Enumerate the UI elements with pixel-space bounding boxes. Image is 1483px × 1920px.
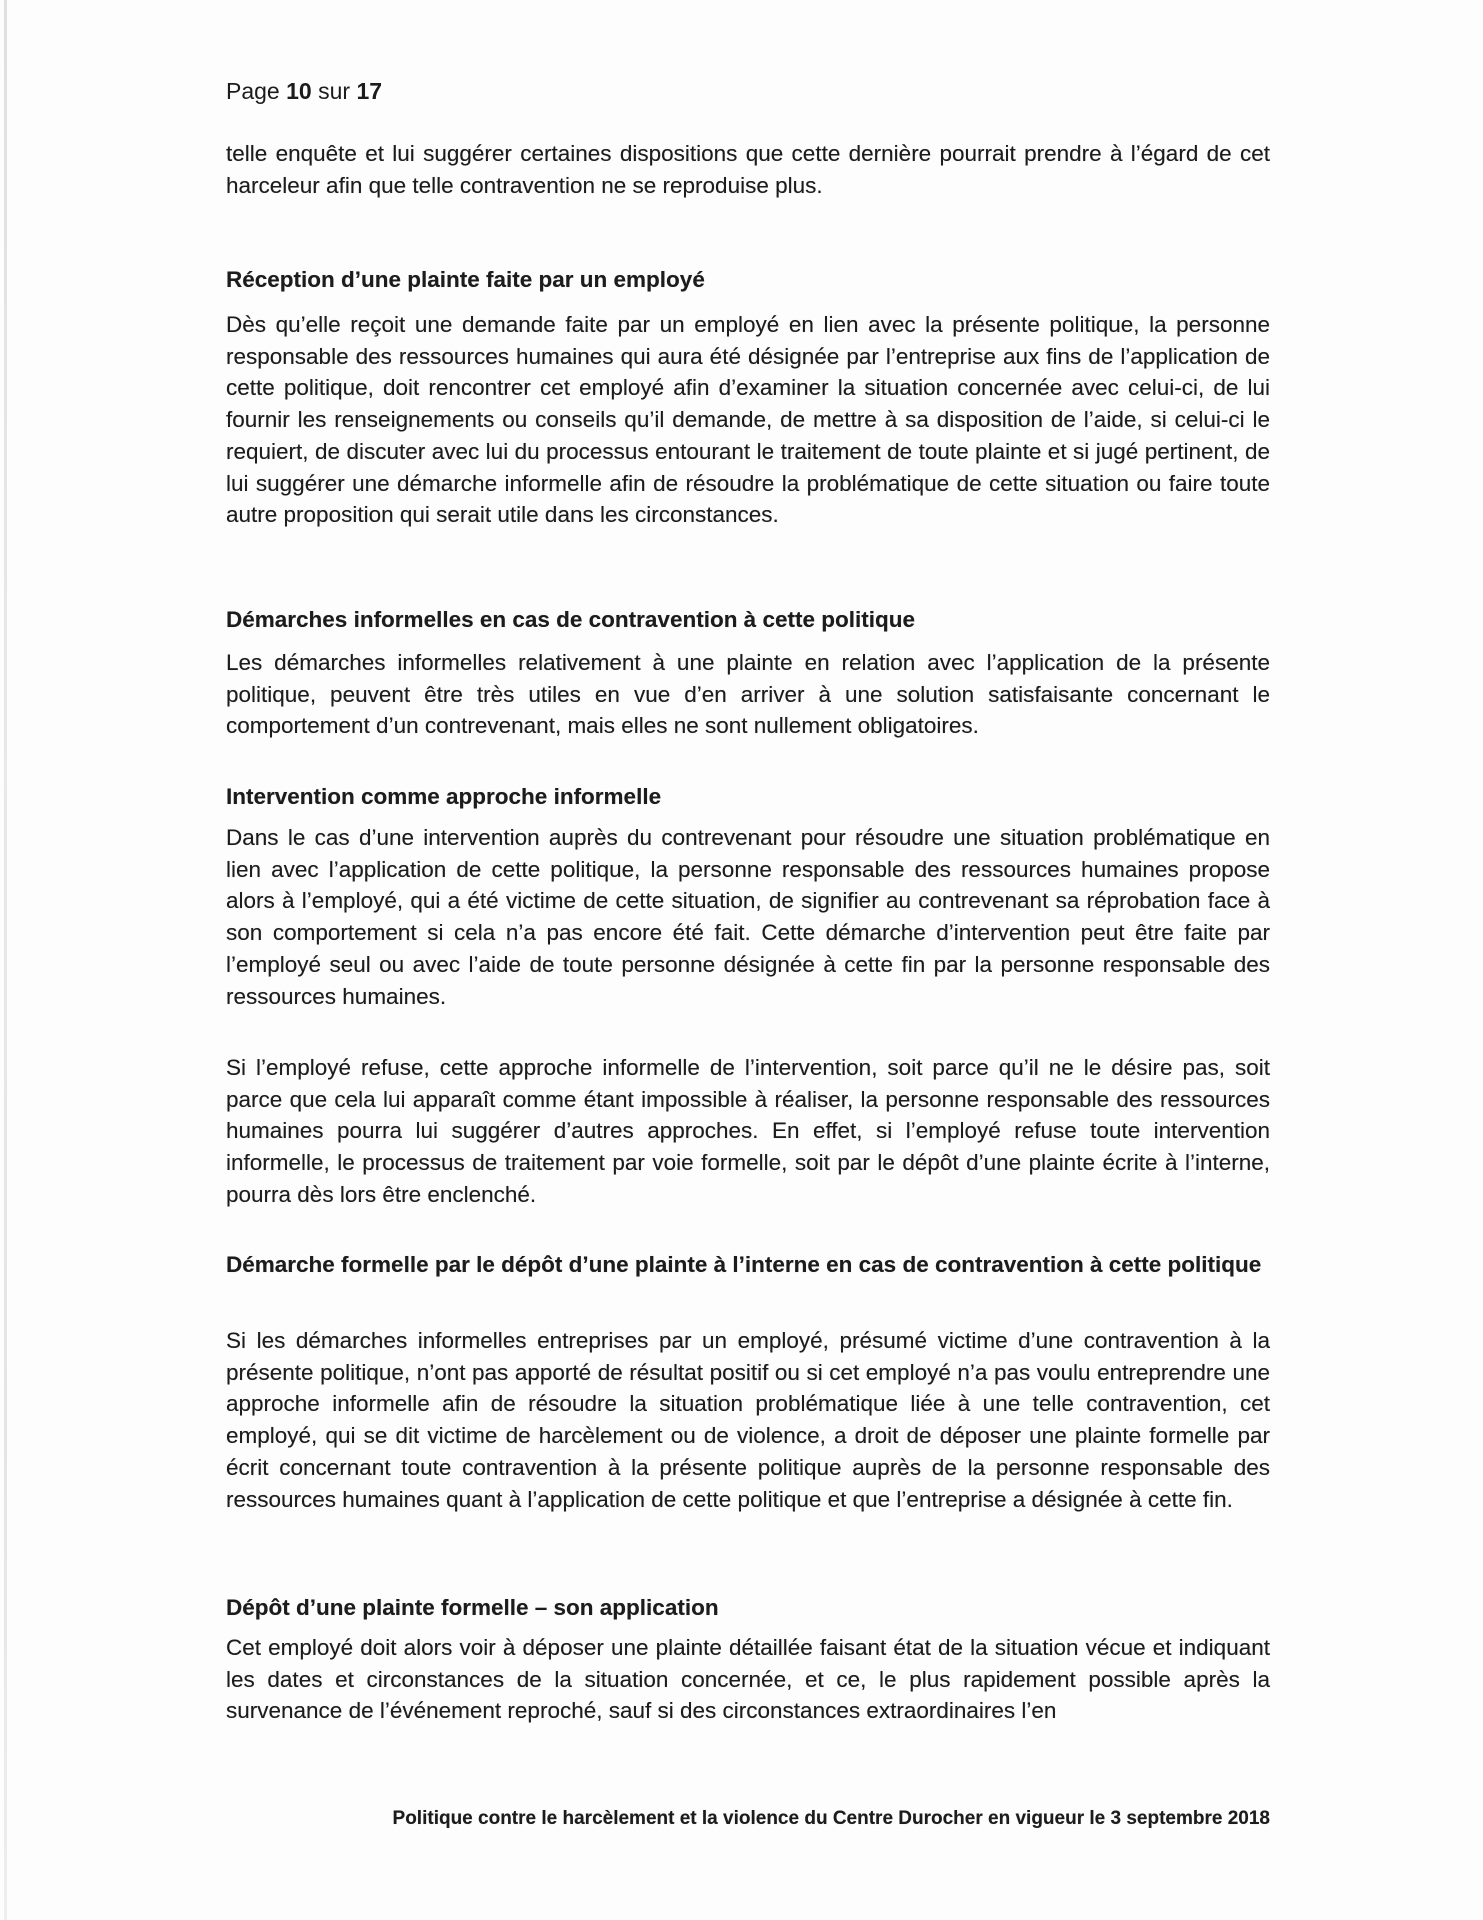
page-label: Page	[226, 78, 280, 104]
page-number-header	[226, 76, 1270, 106]
paragraph-intervention-1: Dans le cas d’une intervention auprès du contrevenant pour résoudre une situation problématique en lien avec l’application de cette politique, la personne responsable des ressources humaines propose alors à l’employé, qui a été victime de cette situation, de signifier au contrevenant sa réprobation face à son comportement si cela n’a pas encore été fait. Cette démarche d’intervention peut être faite par l’employé seul ou avec l’aide de toute personne désignée à cette fin par la personne responsable des ressources humaines.	[226, 825, 1270, 1009]
page-number-current: 10	[286, 78, 312, 104]
paragraph-demarches-informelles: Les démarches informelles relativement à une plainte en relation avec l’application de la présente politique, peuvent être très utiles en vue d’en arriver à une solution satisfaisante concernant le comportement d’un contrevenant, mais elles ne sont nullement obligatoires.	[226, 650, 1270, 739]
heading-intervention-informelle: Intervention comme approche informelle	[226, 784, 662, 809]
paragraph-depot-plainte: Cet employé doit alors voir à déposer une plainte détaillée faisant état de la situation vécue et indiquant les dates et circonstances de la situation concernée, et ce, le plus rapidement possible après la survenance de l’événement reproché, sauf si des circonstances extraordinaires l’en	[226, 1635, 1270, 1724]
page-content	[226, 0, 1270, 1920]
paragraph-reception-plainte: Dès qu’elle reçoit une demande faite par un employé en lien avec la présente politique, la personne responsable des ressources humaines qui aura été désignée par l’entreprise aux fins de l’application de cette politique, doit rencontrer cet employé afin d’examiner la situation concernée avec celui-ci, de lui fournir les renseignements ou conseils qu’il demande, de mettre à sa disposition de l’aide, si celui-ci le requiert, de discuter avec lui du processus entourant le traitement de toute plainte et si jugé pertinent, de lui suggérer une démarche informelle afin de résoudre la problématique de cette situation ou faire toute autre proposition qui serait utile dans les circonstances.	[226, 312, 1270, 528]
scan-edge-artifact	[4, 0, 7, 1920]
heading-demarche-formelle: Démarche formelle par le dépôt d’une plainte à l’interne en cas de contravention à cette politique	[226, 1252, 1262, 1277]
page-footer: Politique contre le harcèlement et la violence du Centre Durocher en vigueur le 3 septembre 2018	[392, 1808, 1270, 1829]
intro-paragraph: telle enquête et lui suggérer certaines dispositions que cette dernière pourrait prendre à l’égard de cet harceleur afin que telle contravention ne se reproduise plus.	[226, 141, 1270, 198]
paragraph-demarche-formelle: Si les démarches informelles entreprises par un employé, présumé victime d’une contravention à la présente politique, n’ont pas apporté de résultat positif ou si cet employé n’a pas voulu entreprendre une approche informelle afin de résoudre la situation problématique liée à une telle contravention, cet employé, qui se dit victime de harcèlement ou de violence, a droit de déposer une plainte formelle par écrit concernant toute contravention à la présente politique auprès de la personne responsable des ressources humaines quant à l’application de cette politique et que l’entreprise a désignée à cette fin.	[226, 1328, 1270, 1512]
page-separator-label: sur	[318, 78, 351, 104]
paragraph-intervention-2: Si l’employé refuse, cette approche informelle de l’intervention, soit parce qu’il ne le désire pas, soit parce que cela lui apparaît comme étant impossible à réaliser, la personne responsable des ressources humaines pourra lui suggérer d’autres approches. En effet, si l’employé refuse toute intervention informelle, le processus de traitement par voie formelle, soit par le dépôt d’une plainte écrite à l’interne, pourra dès lors être enclenché.	[226, 1055, 1270, 1207]
page-number-total: 17	[356, 78, 383, 104]
heading-reception-plainte: Réception d’une plainte faite par un employé	[226, 267, 705, 292]
heading-demarches-informelles: Démarches informelles en cas de contravention à cette politique	[226, 607, 915, 632]
heading-depot-plainte: Dépôt d’une plainte formelle – son application	[226, 1595, 719, 1620]
